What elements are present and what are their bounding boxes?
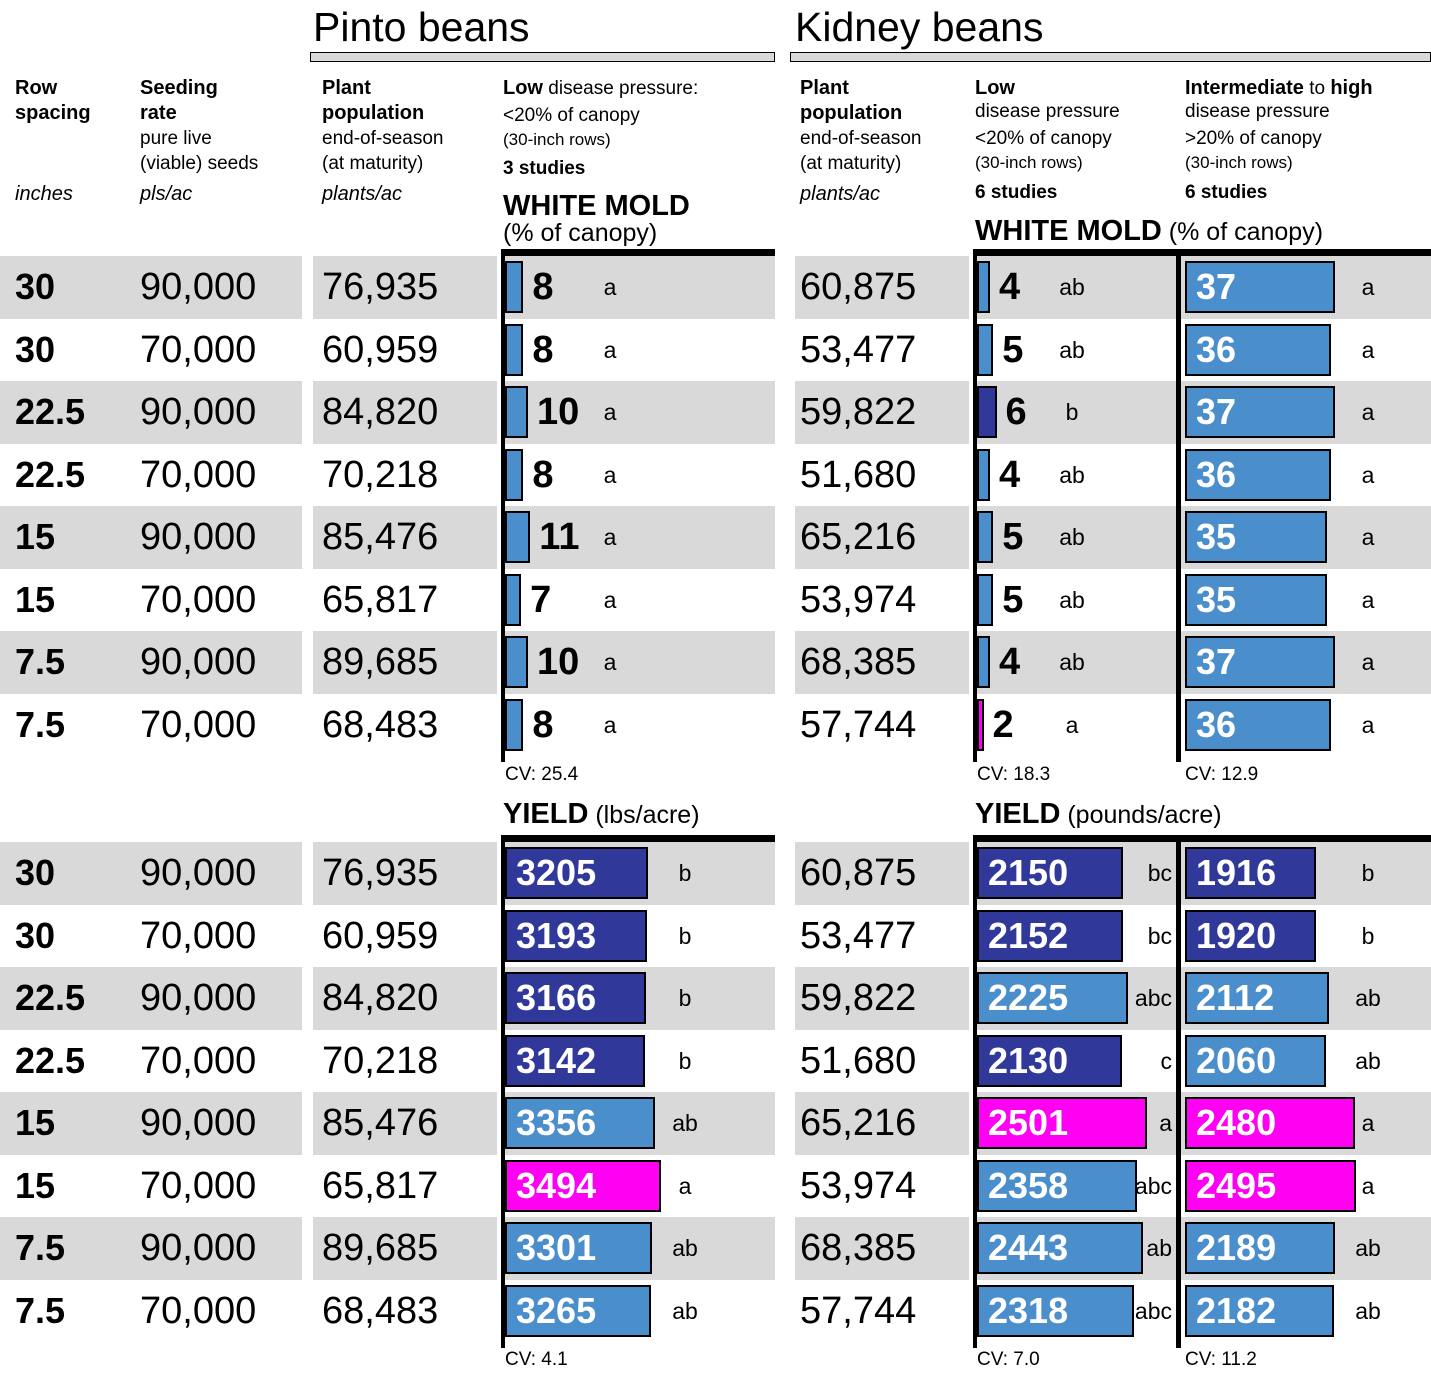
seeding-rate-value: 90,000 (140, 391, 257, 433)
white-mold-bar (977, 261, 990, 313)
significance-letter: b (1361, 860, 1375, 886)
axis-line (501, 835, 505, 1348)
plot-top-border (973, 249, 1176, 256)
bar-value-label: 36 (1196, 703, 1237, 745)
plant-population-value: 89,685 (322, 641, 439, 683)
white-mold-bar (505, 699, 523, 751)
kidney-intermediate-studies-count: 6 studies (1185, 182, 1268, 203)
plant-population-value: 53,477 (800, 328, 917, 371)
plant-population-header: population (800, 102, 903, 124)
kidney-intermediate-header-bold: Intermediate (1185, 77, 1304, 99)
plant-population-subheader: end-of-season (322, 128, 444, 149)
white-mold-bar (1185, 449, 1331, 501)
kidney-intermediate-header (1185, 76, 1373, 101)
pinto-low-disease-header (503, 76, 698, 101)
yield-bar (505, 1035, 645, 1087)
cv-label: CV: 25.4 (505, 764, 579, 785)
row-spacing-header: Row (15, 77, 58, 99)
plant-population-value: 60,959 (322, 914, 439, 957)
plant-population-value: 85,476 (322, 516, 439, 558)
plant-population-unit: plants/ac (800, 183, 881, 205)
yield-bar (505, 972, 646, 1024)
significance-letter: ab (672, 1110, 698, 1136)
bar-value-label: 8 (532, 328, 554, 371)
axis-line (1176, 835, 1181, 1348)
bar-value-label: 1920 (1196, 914, 1277, 956)
plant-population-header: Plant (800, 77, 849, 99)
yield-bar (505, 1222, 652, 1274)
plant-population-value: 70,218 (322, 453, 439, 496)
cv-label: CV: 12.9 (1185, 764, 1259, 785)
row-spacing-value: 30 (15, 914, 56, 956)
significance-letter: a (603, 336, 617, 363)
white-mold-bar (977, 511, 993, 563)
white-mold-bar (1185, 574, 1327, 626)
significance-letter: a (1361, 649, 1375, 675)
plant-population-value: 57,744 (800, 703, 917, 746)
pinto-studies-count: 3 studies (503, 158, 586, 179)
white-mold-label-kidney-bold: WHITE MOLD (975, 215, 1162, 247)
kidney-intermediate-header-mid: to (1303, 78, 1331, 99)
plant-population-value: 51,680 (800, 453, 917, 496)
yield-label-kidney-rest: (pounds/acre) (1060, 801, 1222, 829)
row-spacing-value: 22.5 (15, 391, 86, 432)
significance-letter: abc (1134, 1297, 1172, 1324)
yield-label-kidney (975, 798, 1222, 831)
kidney-low-disease-header: Low (975, 77, 1015, 99)
bar-value-label: 6 (1005, 391, 1027, 433)
plant-population-value: 53,974 (800, 578, 917, 621)
significance-letter: b (1065, 399, 1079, 425)
significance-letter: ab (1355, 1297, 1381, 1324)
bar-value-label: 3301 (516, 1227, 597, 1268)
kidney-intermediate-canopy: >20% of canopy (1185, 128, 1322, 149)
plant-population-value: 65,216 (800, 1102, 917, 1144)
yield-bar (505, 910, 647, 962)
pinto-beans-title: Pinto beans (313, 4, 530, 50)
significance-letter: ab (1059, 274, 1085, 300)
row-spacing-value: 7.5 (15, 1227, 66, 1268)
significance-letter: a (1361, 586, 1375, 613)
significance-letter: a (1361, 1110, 1375, 1136)
significance-letter: abc (1134, 1172, 1172, 1199)
bar-value-label: 3193 (516, 914, 597, 956)
yield-bar (505, 1285, 651, 1337)
bar-value-label: 4 (999, 453, 1021, 496)
bar-value-label: 8 (532, 453, 554, 496)
significance-letter: ab (1059, 649, 1085, 675)
white-mold-bar (977, 386, 997, 438)
white-mold-bar (977, 324, 993, 376)
kidney-low-disease-rows: (30-inch rows) (975, 153, 1083, 172)
white-mold-bar (1185, 261, 1335, 313)
seeding-rate-value: 90,000 (140, 1227, 257, 1269)
significance-letter: ab (1146, 1235, 1172, 1261)
cv-label: CV: 4.1 (505, 1349, 568, 1370)
kidney-intermediate-header-bold2: high (1330, 77, 1373, 99)
seeding-rate-header: Seeding (140, 77, 218, 99)
significance-letter: b (678, 922, 692, 949)
seeding-rate-value: 90,000 (140, 977, 257, 1019)
seeding-rate-value: 90,000 (140, 852, 257, 894)
white-mold-bar (505, 386, 528, 438)
significance-letter: ab (1355, 1235, 1381, 1261)
row-spacing-value: 30 (15, 852, 56, 893)
significance-letter: a (1361, 711, 1375, 738)
bar-value-label: 3142 (516, 1039, 597, 1081)
bar-value-label: 10 (537, 391, 580, 433)
bar-value-label: 3166 (516, 977, 597, 1018)
plant-population-header: population (322, 102, 425, 124)
yield-bar (1185, 1035, 1326, 1087)
bar-value-label: 36 (1196, 328, 1237, 370)
yield-label-pinto-rest: (lbs/acre) (588, 801, 700, 829)
bar-value-label: 3265 (516, 1289, 597, 1331)
white-mold-bar (1185, 386, 1335, 438)
cv-label: CV: 11.2 (1185, 1349, 1257, 1370)
yield-bar (505, 1160, 661, 1212)
plot-top-border (1176, 249, 1431, 256)
plant-population-value: 60,875 (800, 266, 917, 308)
axis-line (973, 835, 977, 1348)
bar-value-label: 2182 (1196, 1289, 1277, 1331)
white-mold-bar (977, 574, 993, 626)
significance-letter: a (1361, 399, 1375, 425)
seeding-rate-value: 90,000 (140, 516, 257, 558)
kidney-intermediate-header: disease pressure (1185, 101, 1330, 122)
bar-value-label: 2189 (1196, 1227, 1277, 1268)
plant-population-subheader: (at maturity) (322, 153, 424, 174)
significance-letter: abc (1134, 985, 1172, 1011)
plant-population-subheader: (at maturity) (800, 153, 902, 174)
seeding-rate-value: 70,000 (140, 703, 257, 746)
row-spacing-value: 22.5 (15, 1039, 86, 1081)
plant-population-value: 65,817 (322, 1164, 439, 1207)
plant-population-value: 57,744 (800, 1289, 917, 1332)
yield-bar (505, 847, 648, 899)
seeding-rate-value: 90,000 (140, 1102, 257, 1144)
seeding-rate-value: 70,000 (140, 1039, 257, 1082)
significance-letter: c (1160, 1047, 1172, 1074)
white-mold-bar (505, 449, 523, 501)
bar-value-label: 3205 (516, 852, 597, 893)
significance-letter: a (1361, 461, 1375, 488)
white-mold-bar (1185, 636, 1335, 688)
bar-value-label: 2 (992, 703, 1014, 746)
yield-label-pinto-bold: YIELD (503, 798, 589, 830)
plant-population-value: 85,476 (322, 1102, 439, 1144)
bar-value-label: 8 (532, 703, 554, 746)
significance-letter: a (603, 586, 617, 613)
significance-letter: ab (1059, 586, 1085, 613)
significance-letter: b (678, 1047, 692, 1074)
bar-value-label: 35 (1196, 516, 1237, 557)
bar-value-label: 2130 (988, 1039, 1069, 1081)
bar-value-label: 2501 (988, 1102, 1069, 1143)
bar-value-label: 8 (532, 266, 554, 308)
plant-population-value: 60,875 (800, 852, 917, 894)
seeding-rate-header: rate (140, 102, 177, 124)
significance-letter: a (1159, 1110, 1172, 1136)
plant-population-subheader: end-of-season (800, 128, 922, 149)
seeding-rate-value: 90,000 (140, 641, 257, 683)
seeding-rate-value: 90,000 (140, 266, 257, 308)
bar-value-label: 35 (1196, 578, 1237, 620)
significance-letter: bc (1147, 860, 1172, 886)
plant-population-unit: plants/ac (322, 183, 403, 205)
pinto-low-disease-canopy: <20% of canopy (503, 105, 640, 126)
plant-population-header: Plant (322, 77, 371, 99)
kidney-title-rule (790, 52, 1431, 62)
white-mold-label-pinto: WHITE MOLD (503, 190, 690, 222)
white-mold-label-kidney-rest: (% of canopy) (1161, 218, 1324, 246)
bar-value-label: 11 (539, 516, 580, 558)
row-spacing-value: 15 (15, 516, 56, 557)
row-spacing-value: 7.5 (15, 641, 66, 682)
kidney-low-studies-count: 6 studies (975, 182, 1058, 203)
pinto-title-rule (310, 52, 775, 62)
bar-value-label: 3356 (516, 1102, 597, 1143)
plant-population-value: 68,385 (800, 1227, 917, 1269)
plant-population-value: 89,685 (322, 1227, 439, 1269)
white-mold-bar (977, 636, 990, 688)
row-spacing-header: spacing (15, 102, 91, 124)
bar-value-label: 2443 (988, 1227, 1069, 1268)
significance-letter: a (603, 274, 617, 300)
pinto-low-disease-header-bold: Low (503, 77, 543, 99)
white-mold-label-kidney (975, 215, 1323, 248)
row-spacing-value: 22.5 (15, 453, 86, 495)
seeding-rate-value: 70,000 (140, 453, 257, 496)
significance-letter: a (1361, 1172, 1375, 1199)
row-spacing-value: 30 (15, 328, 56, 370)
plant-population-value: 53,974 (800, 1164, 917, 1207)
yield-bar (1185, 972, 1329, 1024)
plant-population-value: 51,680 (800, 1039, 917, 1082)
yield-label-pinto (503, 798, 700, 831)
bar-value-label: 2150 (988, 852, 1069, 893)
bar-value-label: 5 (1002, 516, 1024, 558)
significance-letter: a (678, 1172, 692, 1199)
white-mold-bar (1185, 324, 1331, 376)
significance-letter: a (1361, 274, 1375, 300)
row-spacing-value: 7.5 (15, 1289, 66, 1331)
white-mold-bar (1185, 511, 1327, 563)
white-mold-bar (505, 511, 530, 563)
bar-value-label: 37 (1196, 266, 1237, 307)
significance-letter: a (1361, 336, 1375, 363)
seeding-rate-subheader: (viable) seeds (140, 153, 259, 174)
seeding-rate-unit: pls/ac (140, 183, 193, 205)
bar-value-label: 10 (537, 641, 580, 683)
row-spacing-value: 15 (15, 1102, 56, 1143)
pinto-low-disease-rows: (30-inch rows) (503, 130, 611, 149)
seeding-rate-value: 70,000 (140, 328, 257, 371)
plant-population-value: 70,218 (322, 1039, 439, 1082)
kidney-beans-title: Kidney beans (795, 4, 1044, 50)
bar-value-label: 2480 (1196, 1102, 1277, 1143)
row-spacing-value: 30 (15, 266, 56, 307)
row-spacing-value: 15 (15, 1164, 56, 1206)
significance-letter: a (1361, 524, 1375, 550)
row-spacing-value: 7.5 (15, 703, 66, 745)
plant-population-value: 84,820 (322, 977, 439, 1019)
yield-bar (505, 1097, 655, 1149)
bar-value-label: 5 (1002, 328, 1024, 371)
cv-label: CV: 7.0 (977, 1349, 1040, 1370)
row-spacing-value: 22.5 (15, 977, 86, 1018)
plant-population-value: 84,820 (322, 391, 439, 433)
significance-letter: ab (1355, 1047, 1381, 1074)
significance-letter: a (603, 711, 617, 738)
white-mold-bar (505, 636, 528, 688)
bar-value-label: 2152 (988, 914, 1069, 956)
bar-value-label: 2112 (1196, 977, 1275, 1018)
bar-value-label: 3494 (516, 1164, 597, 1206)
plot-top-border (1176, 835, 1431, 842)
bar-value-label: 1916 (1196, 852, 1277, 893)
row-spacing-unit: inches (15, 183, 73, 205)
bar-value-label: 2060 (1196, 1039, 1277, 1081)
white-mold-bar (505, 574, 521, 626)
bar-value-label: 4 (999, 641, 1021, 683)
seeding-rate-value: 70,000 (140, 1164, 257, 1207)
significance-letter: a (603, 399, 617, 425)
axis-line (501, 249, 505, 762)
white-mold-bar (977, 449, 990, 501)
plant-population-value: 59,822 (800, 977, 917, 1019)
significance-letter: a (603, 524, 617, 550)
significance-letter: a (603, 461, 617, 488)
plot-top-border (973, 835, 1176, 842)
white-mold-bar (977, 699, 984, 751)
significance-letter: ab (1059, 336, 1085, 363)
bar-value-label: 2495 (1196, 1164, 1277, 1206)
seeding-rate-value: 70,000 (140, 1289, 257, 1332)
bar-value-label: 2318 (988, 1289, 1069, 1331)
white-mold-sublabel-pinto: (% of canopy) (503, 219, 658, 247)
kidney-low-disease-canopy: <20% of canopy (975, 128, 1112, 149)
seeding-rate-subheader: pure live (140, 128, 212, 149)
white-mold-bar (505, 324, 523, 376)
plant-population-value: 68,483 (322, 703, 439, 746)
plant-population-value: 76,935 (322, 266, 439, 308)
significance-letter: ab (1059, 524, 1085, 550)
plant-population-value: 60,959 (322, 328, 439, 371)
plant-population-value: 53,477 (800, 914, 917, 957)
white-mold-bar (505, 261, 523, 313)
plant-population-value: 59,822 (800, 391, 917, 433)
bar-value-label: 37 (1196, 641, 1237, 682)
kidney-intermediate-rows: (30-inch rows) (1185, 153, 1293, 172)
plot-top-border (501, 249, 775, 256)
bar-value-label: 2225 (988, 977, 1069, 1018)
plant-population-value: 76,935 (322, 852, 439, 894)
plant-population-value: 68,385 (800, 641, 917, 683)
significance-letter: b (1361, 922, 1375, 949)
white-mold-bar (1185, 699, 1331, 751)
bar-value-label: 7 (530, 578, 552, 621)
significance-letter: ab (1355, 985, 1381, 1011)
plot-top-border (501, 835, 775, 842)
bar-value-label: 37 (1196, 391, 1237, 432)
yield-bar (1185, 910, 1316, 962)
bar-value-label: 2358 (988, 1164, 1069, 1206)
plant-population-value: 65,817 (322, 578, 439, 621)
significance-letter: a (603, 649, 617, 675)
yield-bar (1185, 1222, 1335, 1274)
bar-value-label: 5 (1002, 578, 1024, 621)
significance-letter: b (678, 860, 692, 886)
plant-population-value: 65,216 (800, 516, 917, 558)
pinto-low-disease-header-rest: disease pressure: (543, 78, 699, 99)
row-spacing-value: 15 (15, 578, 56, 620)
bar-value-label: 36 (1196, 453, 1237, 495)
significance-letter: b (678, 985, 692, 1011)
seeding-rate-value: 70,000 (140, 578, 257, 621)
significance-letter: ab (672, 1297, 698, 1324)
axis-line (1176, 249, 1181, 762)
plant-population-value: 68,483 (322, 1289, 439, 1332)
yield-bar (1185, 1285, 1334, 1337)
significance-letter: ab (672, 1235, 698, 1261)
bar-value-label: 4 (999, 266, 1021, 308)
axis-line (973, 249, 977, 762)
yield-label-kidney-bold: YIELD (975, 798, 1061, 830)
significance-letter: ab (1059, 461, 1085, 488)
kidney-low-disease-header: disease pressure (975, 101, 1120, 122)
seeding-rate-value: 70,000 (140, 914, 257, 957)
significance-letter: a (1065, 711, 1079, 738)
cv-label: CV: 18.3 (977, 764, 1051, 785)
yield-bar (1185, 847, 1316, 899)
significance-letter: bc (1147, 922, 1172, 949)
